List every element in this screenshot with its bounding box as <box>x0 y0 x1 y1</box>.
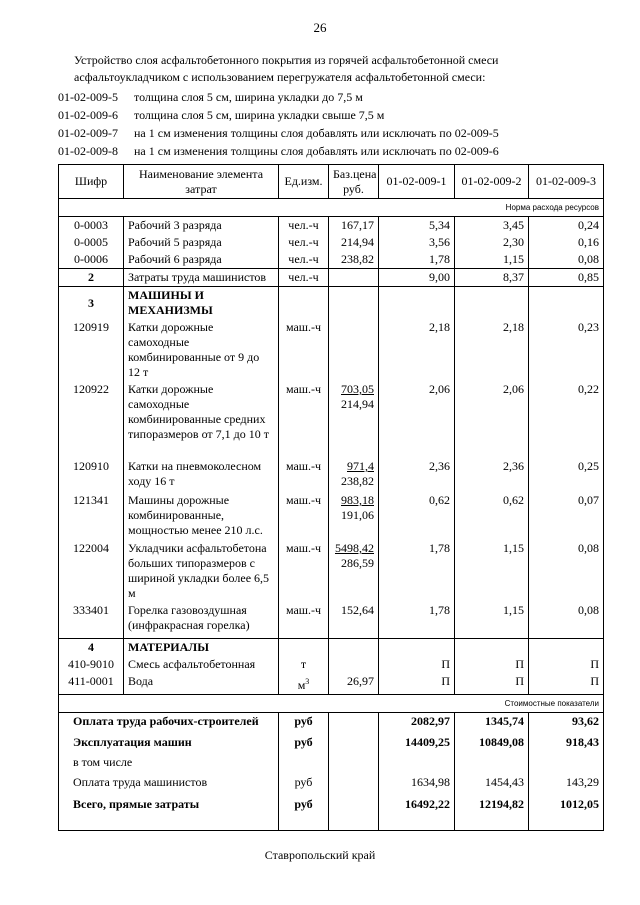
price-bottom: 286,59 <box>341 556 374 570</box>
code-text: на 1 см изменения толщины слоя добавлять или исключать по 02-009-6 <box>134 144 499 158</box>
summary-name: Всего, прямые затраты <box>59 796 279 830</box>
cell-v3: 0,16 <box>529 234 604 251</box>
table-row <box>59 234 604 251</box>
cell-code: 2 <box>59 269 124 287</box>
table-row <box>59 251 604 269</box>
summary-v1: 1634,98 <box>379 774 455 796</box>
table-row <box>59 656 604 673</box>
cell-price: 238,82 <box>329 251 379 269</box>
cell-price <box>329 458 379 492</box>
cell-v1: 2,18 <box>379 319 455 381</box>
header-c2: 01-02-009-2 <box>455 165 529 199</box>
cell-v3: 0,08 <box>529 251 604 269</box>
footer-region: Ставропольский край <box>264 848 376 862</box>
cell-unit: маш.-ч <box>279 602 329 638</box>
cell-unit: чел.-ч <box>279 269 329 287</box>
code-text: толщина слоя 5 см, ширина укладки до 7,5 м <box>134 90 363 104</box>
summary-v1: 14409,25 <box>379 734 455 754</box>
summary-v2: 10849,08 <box>455 734 529 754</box>
cell-v3: П <box>529 656 604 673</box>
cell-name: Укладчики асфальтобетона больших типоразмеров с шириной укладки более 6,5 м <box>124 540 279 602</box>
cell-name: Рабочий 6 разряда <box>124 251 279 269</box>
cell-v1: 1,78 <box>379 540 455 602</box>
price-bottom: 152,64 <box>341 603 374 617</box>
cell-v2: 1,15 <box>455 540 529 602</box>
cell-v3: 0,23 <box>529 319 604 381</box>
cell-name: Машины дорожные комбинированные, мощностью менее 210 л.с. <box>124 492 279 540</box>
summary-v3 <box>529 754 604 774</box>
table-row <box>59 217 604 235</box>
table-row <box>59 319 604 381</box>
summary-v3: 143,29 <box>529 774 604 796</box>
section-name: МАТЕРИАЛЫ <box>124 638 279 656</box>
code-text: толщина слоя 5 см, ширина укладки свыше 7,5 м <box>134 108 385 122</box>
summary-row <box>59 734 604 754</box>
code-list <box>58 88 618 160</box>
cell-unit: маш.-ч <box>279 319 329 381</box>
cell-v2: 1,15 <box>455 251 529 269</box>
summary-unit: руб <box>279 774 329 796</box>
unit-superscript: 3 <box>305 676 310 686</box>
summary-v3: 918,43 <box>529 734 604 754</box>
intro-text: Устройство слоя асфальтобетонного покрытия из горячей асфальтобетонной смеси асфальтоукладчиком с использованием перегружателя асфальтобетонной смеси: <box>74 53 499 84</box>
cell-price <box>329 602 379 638</box>
cell-price <box>329 381 379 458</box>
cell-unit: маш.-ч <box>279 458 329 492</box>
summary-unit: руб <box>279 734 329 754</box>
cell-code: 0-0006 <box>59 251 124 269</box>
cell-v3: 0,07 <box>529 492 604 540</box>
cell-v2: П <box>455 673 529 695</box>
cell-code: 120922 <box>59 381 124 458</box>
cell-v3: 0,22 <box>529 381 604 458</box>
table-row <box>59 540 604 602</box>
cell-code: 121341 <box>59 492 124 540</box>
cell-v2: 2,06 <box>455 381 529 458</box>
cell-price <box>329 540 379 602</box>
price-top: 703,05 <box>341 382 374 396</box>
summary-row <box>59 712 604 734</box>
cell-name: Рабочий 5 разряда <box>124 234 279 251</box>
cost-label-row <box>59 694 604 712</box>
header-name: Наименование элемента затрат <box>124 165 279 199</box>
price-top: 983,18 <box>341 493 374 507</box>
summary-v2: 1454,43 <box>455 774 529 796</box>
cell-code: 0-0003 <box>59 217 124 235</box>
cell-code: 122004 <box>59 540 124 602</box>
table-row <box>59 673 604 695</box>
cell-unit: чел.-ч <box>279 251 329 269</box>
code-id: 01-02-009-5 <box>58 90 118 104</box>
cell-name: Горелка газовоздушная (инфракрасная горелка) <box>124 602 279 638</box>
cell-unit: маш.-ч <box>279 381 329 458</box>
cell-code: 411-0001 <box>59 673 124 695</box>
cell-v1: 3,56 <box>379 234 455 251</box>
cell-v1: 9,00 <box>379 269 455 287</box>
table-header-row <box>59 165 604 199</box>
section-row-materials <box>59 638 604 656</box>
cell-name: Рабочий 3 разряда <box>124 217 279 235</box>
table-row-machinists <box>59 269 604 287</box>
cell-price <box>329 319 379 381</box>
cell-unit: маш.-ч <box>279 492 329 540</box>
cell-unit: маш.-ч <box>279 540 329 602</box>
cell-name: Смесь асфальтобетонная <box>124 656 279 673</box>
summary-v1: 2082,97 <box>379 712 455 734</box>
code-id: 01-02-009-6 <box>58 108 118 122</box>
code-item <box>58 124 618 142</box>
header-c1: 01-02-009-1 <box>379 165 455 199</box>
section-code: 4 <box>59 638 124 656</box>
cell-v2: П <box>455 656 529 673</box>
summary-v1 <box>379 754 455 774</box>
cell-code: 120919 <box>59 319 124 381</box>
cell-price <box>329 656 379 673</box>
cell-code: 410-9010 <box>59 656 124 673</box>
cell-price: 214,94 <box>329 234 379 251</box>
summary-v3: 1012,05 <box>529 796 604 830</box>
summary-unit: руб <box>279 796 329 830</box>
summary-v2: 1345,74 <box>455 712 529 734</box>
cell-v1: 2,36 <box>379 458 455 492</box>
table-row <box>59 492 604 540</box>
cell-v3: 0,08 <box>529 602 604 638</box>
summary-name: Эксплуатация машин <box>59 734 279 754</box>
summary-v1: 16492,22 <box>379 796 455 830</box>
summary-name: в том числе <box>59 754 279 774</box>
summary-row <box>59 754 604 774</box>
price-top: 5498,42 <box>335 541 374 555</box>
cell-name: Затраты труда машинистов <box>124 269 279 287</box>
cell-v2: 1,15 <box>455 602 529 638</box>
summary-unit <box>279 754 329 774</box>
code-item <box>58 88 618 106</box>
price-bottom: 238,82 <box>341 474 374 488</box>
cell-v1: П <box>379 673 455 695</box>
unit-text: м <box>297 677 306 692</box>
cell-v2: 2,36 <box>455 458 529 492</box>
resource-table <box>58 164 604 831</box>
code-id: 01-02-009-8 <box>58 144 118 158</box>
summary-unit: руб <box>279 712 329 734</box>
summary-name: Оплата труда рабочих-строителей <box>59 712 279 734</box>
cell-price: 26,97 <box>329 673 379 695</box>
cell-code: 0-0005 <box>59 234 124 251</box>
header-c3: 01-02-009-3 <box>529 165 604 199</box>
cell-unit <box>279 673 329 695</box>
cell-code: 120910 <box>59 458 124 492</box>
section-code: 3 <box>59 287 124 320</box>
cell-v2: 8,37 <box>455 269 529 287</box>
summary-row <box>59 796 604 830</box>
table-row <box>59 381 604 458</box>
cell-v3: 0,25 <box>529 458 604 492</box>
section-row-machines <box>59 287 604 320</box>
cell-v2: 2,30 <box>455 234 529 251</box>
price-top: 971,4 <box>347 459 374 473</box>
cell-unit: т <box>279 656 329 673</box>
cell-v1: 0,62 <box>379 492 455 540</box>
cell-code: 333401 <box>59 602 124 638</box>
code-text: на 1 см изменения толщины слоя добавлять или исключать по 02-009-5 <box>134 126 499 140</box>
cell-unit: чел.-ч <box>279 217 329 235</box>
cell-v3: 0,85 <box>529 269 604 287</box>
table-row <box>59 602 604 638</box>
cell-v1: П <box>379 656 455 673</box>
cell-name: Катки на пневмоколесном ходу 16 т <box>124 458 279 492</box>
cell-v3: 0,08 <box>529 540 604 602</box>
cell-name: Вода <box>124 673 279 695</box>
table-row <box>59 458 604 492</box>
cell-price <box>329 492 379 540</box>
header-unit: Ед.изм. <box>279 165 329 199</box>
cell-v1: 1,78 <box>379 602 455 638</box>
cell-v1: 1,78 <box>379 251 455 269</box>
cost-label: Стоимостные показатели <box>59 694 604 712</box>
header-price: Баз.цена руб. <box>329 165 379 199</box>
cell-v2: 3,45 <box>455 217 529 235</box>
section-name: МАШИНЫ И МЕХАНИЗМЫ <box>124 287 279 320</box>
price-bottom: 191,06 <box>341 508 374 522</box>
cell-price <box>329 269 379 287</box>
cell-v3: П <box>529 673 604 695</box>
cell-v2: 0,62 <box>455 492 529 540</box>
code-item <box>58 106 618 124</box>
resource-norm-row <box>59 199 604 217</box>
cell-unit: чел.-ч <box>279 234 329 251</box>
resource-norm-label: Норма расхода ресурсов <box>59 199 604 217</box>
cell-v1: 2,06 <box>379 381 455 458</box>
code-id: 01-02-009-7 <box>58 126 118 140</box>
summary-v3: 93,62 <box>529 712 604 734</box>
summary-row <box>59 774 604 796</box>
cell-v3: 0,24 <box>529 217 604 235</box>
summary-v2 <box>455 754 529 774</box>
cell-v1: 5,34 <box>379 217 455 235</box>
summary-name: Оплата труда машинистов <box>59 774 279 796</box>
cell-name: Катки дорожные самоходные комбинированные от 9 до 12 т <box>124 319 279 381</box>
price-bottom: 214,94 <box>341 397 374 411</box>
header-code: Шифр <box>59 165 124 199</box>
cell-name: Катки дорожные самоходные комбинированные средних типоразмеров от 7,1 до 10 т <box>124 381 279 458</box>
cell-v2: 2,18 <box>455 319 529 381</box>
code-item <box>58 142 618 160</box>
cell-price: 167,17 <box>329 217 379 235</box>
page-number: 26 <box>313 20 327 35</box>
summary-v2: 12194,82 <box>455 796 529 830</box>
